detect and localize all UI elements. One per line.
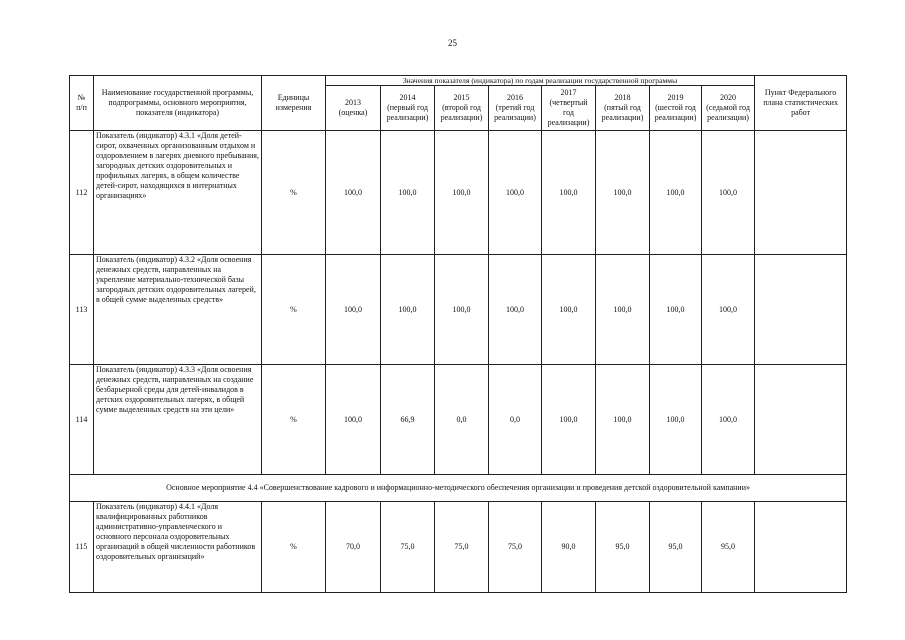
- header-year-label: 2014: [399, 93, 416, 103]
- federal-plan-item: [755, 255, 847, 365]
- value-cell: 75,0: [489, 502, 542, 593]
- value-cell: 0,0: [435, 365, 489, 475]
- value-cell: 95,0: [650, 502, 702, 593]
- value-cell: 66,9: [381, 365, 435, 475]
- value-cell: 100,0: [702, 131, 755, 255]
- units: %: [262, 255, 326, 365]
- section-row: Основное мероприятие 4.4 «Совершенствование кадрового и информационно-методического обеспечения организации и проведения детской оздоровительной кампании»: [70, 475, 847, 502]
- header-year-2014: [381, 86, 435, 131]
- value-cell: 75,0: [381, 502, 435, 593]
- header-year-label: 2020: [720, 93, 737, 103]
- value-cell: 100,0: [702, 255, 755, 365]
- header-year-2020: [702, 86, 755, 131]
- federal-plan-item: [755, 502, 847, 593]
- indicators-table: [69, 75, 847, 593]
- header-year-note: (второй год реализации): [440, 103, 483, 123]
- value-cell: 100,0: [650, 365, 702, 475]
- indicator-name: Показатель (индикатор) 4.4.1 «Доля квалифицированных работников административно-управленческого и основного персонала оздоровительных организаций в общей численности работников оздоровительных организаций»: [94, 502, 262, 593]
- indicator-name: Показатель (индикатор) 4.3.1 «Доля детей-сирот, охваченных организованным отдыхом и оздоровлением в лагерях дневного пребывания, загородных детских оздоровительных и профильных лагерях, в общем количестве детей-сирот, находящихся в интернатных организациях»: [94, 131, 262, 255]
- federal-plan-item: [755, 131, 847, 255]
- header-year-label: 2016: [507, 93, 523, 103]
- value-cell: 100,0: [326, 255, 381, 365]
- table-row: [70, 131, 847, 255]
- header-federal: Пункт Федерального плана статистических работ: [755, 76, 847, 131]
- header-year-label: 2018: [614, 93, 631, 103]
- header-year-note: (пятый год реализации): [601, 103, 644, 123]
- value-cell: 100,0: [326, 131, 381, 255]
- header-values-group: Значения показателя (индикатора) по годам реализации государственной программы: [326, 76, 755, 86]
- header-year-label: 2015: [453, 93, 470, 103]
- header-year-2017: [542, 86, 596, 131]
- row-number: 114: [70, 365, 94, 475]
- header-year-note: (первый год реализации): [386, 103, 429, 123]
- value-cell: 100,0: [596, 131, 650, 255]
- value-cell: 100,0: [542, 131, 596, 255]
- header-year-2013: [326, 86, 381, 131]
- units: %: [262, 502, 326, 593]
- value-cell: 100,0: [596, 255, 650, 365]
- value-cell: 100,0: [489, 131, 542, 255]
- table-row: [70, 255, 847, 365]
- value-cell: 100,0: [542, 255, 596, 365]
- header-year-note: (шестой год реализации): [654, 103, 697, 123]
- row-number: 113: [70, 255, 94, 365]
- units: %: [262, 131, 326, 255]
- indicator-name: Показатель (индикатор) 4.3.3 «Доля освоения денежных средств, направленных на создание безбарьерной среды для детей-инвалидов в детских оздоровительных лагерях, в общей сумме выделенных средств на эти цели»: [94, 365, 262, 475]
- row-number: 115: [70, 502, 94, 593]
- value-cell: 95,0: [596, 502, 650, 593]
- value-cell: 100,0: [542, 365, 596, 475]
- header-name: Наименование государственной программы, подпрограммы, основного мероприятия, показателя (индикатора): [94, 76, 262, 131]
- header-year-label: 2017: [560, 88, 577, 98]
- value-cell: 100,0: [702, 365, 755, 475]
- header-year-2015: [435, 86, 489, 131]
- value-cell: 100,0: [381, 255, 435, 365]
- row-number: 112: [70, 131, 94, 255]
- header-year-2018: [596, 86, 650, 131]
- value-cell: 100,0: [435, 131, 489, 255]
- table-row: [70, 502, 847, 593]
- header-year-note: (третий год реализации): [494, 103, 536, 123]
- federal-plan-item: [755, 365, 847, 475]
- header-year-label: 2019: [667, 93, 684, 103]
- value-cell: 100,0: [489, 255, 542, 365]
- indicator-name: Показатель (индикатор) 4.3.2 «Доля освоения денежных средств, направленных на укрепление материально-технической базы загородных детских оздоровительных лагерей, в общей сумме выделенных средств»: [94, 255, 262, 365]
- header-year-note: (седьмой год реализации): [706, 103, 750, 123]
- value-cell: 100,0: [650, 255, 702, 365]
- value-cell: 0,0: [489, 365, 542, 475]
- header-units: Единицы измерения: [262, 76, 326, 131]
- value-cell: 100,0: [435, 255, 489, 365]
- value-cell: 70,0: [326, 502, 381, 593]
- header-year-note: (оценка): [338, 108, 368, 118]
- value-cell: 100,0: [381, 131, 435, 255]
- header-num: № п/п: [70, 76, 94, 131]
- table-row: [70, 365, 847, 475]
- header-year-label: 2013: [345, 98, 361, 108]
- value-cell: 100,0: [650, 131, 702, 255]
- value-cell: 90,0: [542, 502, 596, 593]
- value-cell: 100,0: [326, 365, 381, 475]
- header-year-2016: [489, 86, 542, 131]
- page-number: 25: [448, 38, 457, 48]
- value-cell: 100,0: [596, 365, 650, 475]
- value-cell: 95,0: [702, 502, 755, 593]
- header-year-note: (четвертый год реализации): [547, 98, 590, 128]
- units: %: [262, 365, 326, 475]
- header-year-2019: [650, 86, 702, 131]
- value-cell: 75,0: [435, 502, 489, 593]
